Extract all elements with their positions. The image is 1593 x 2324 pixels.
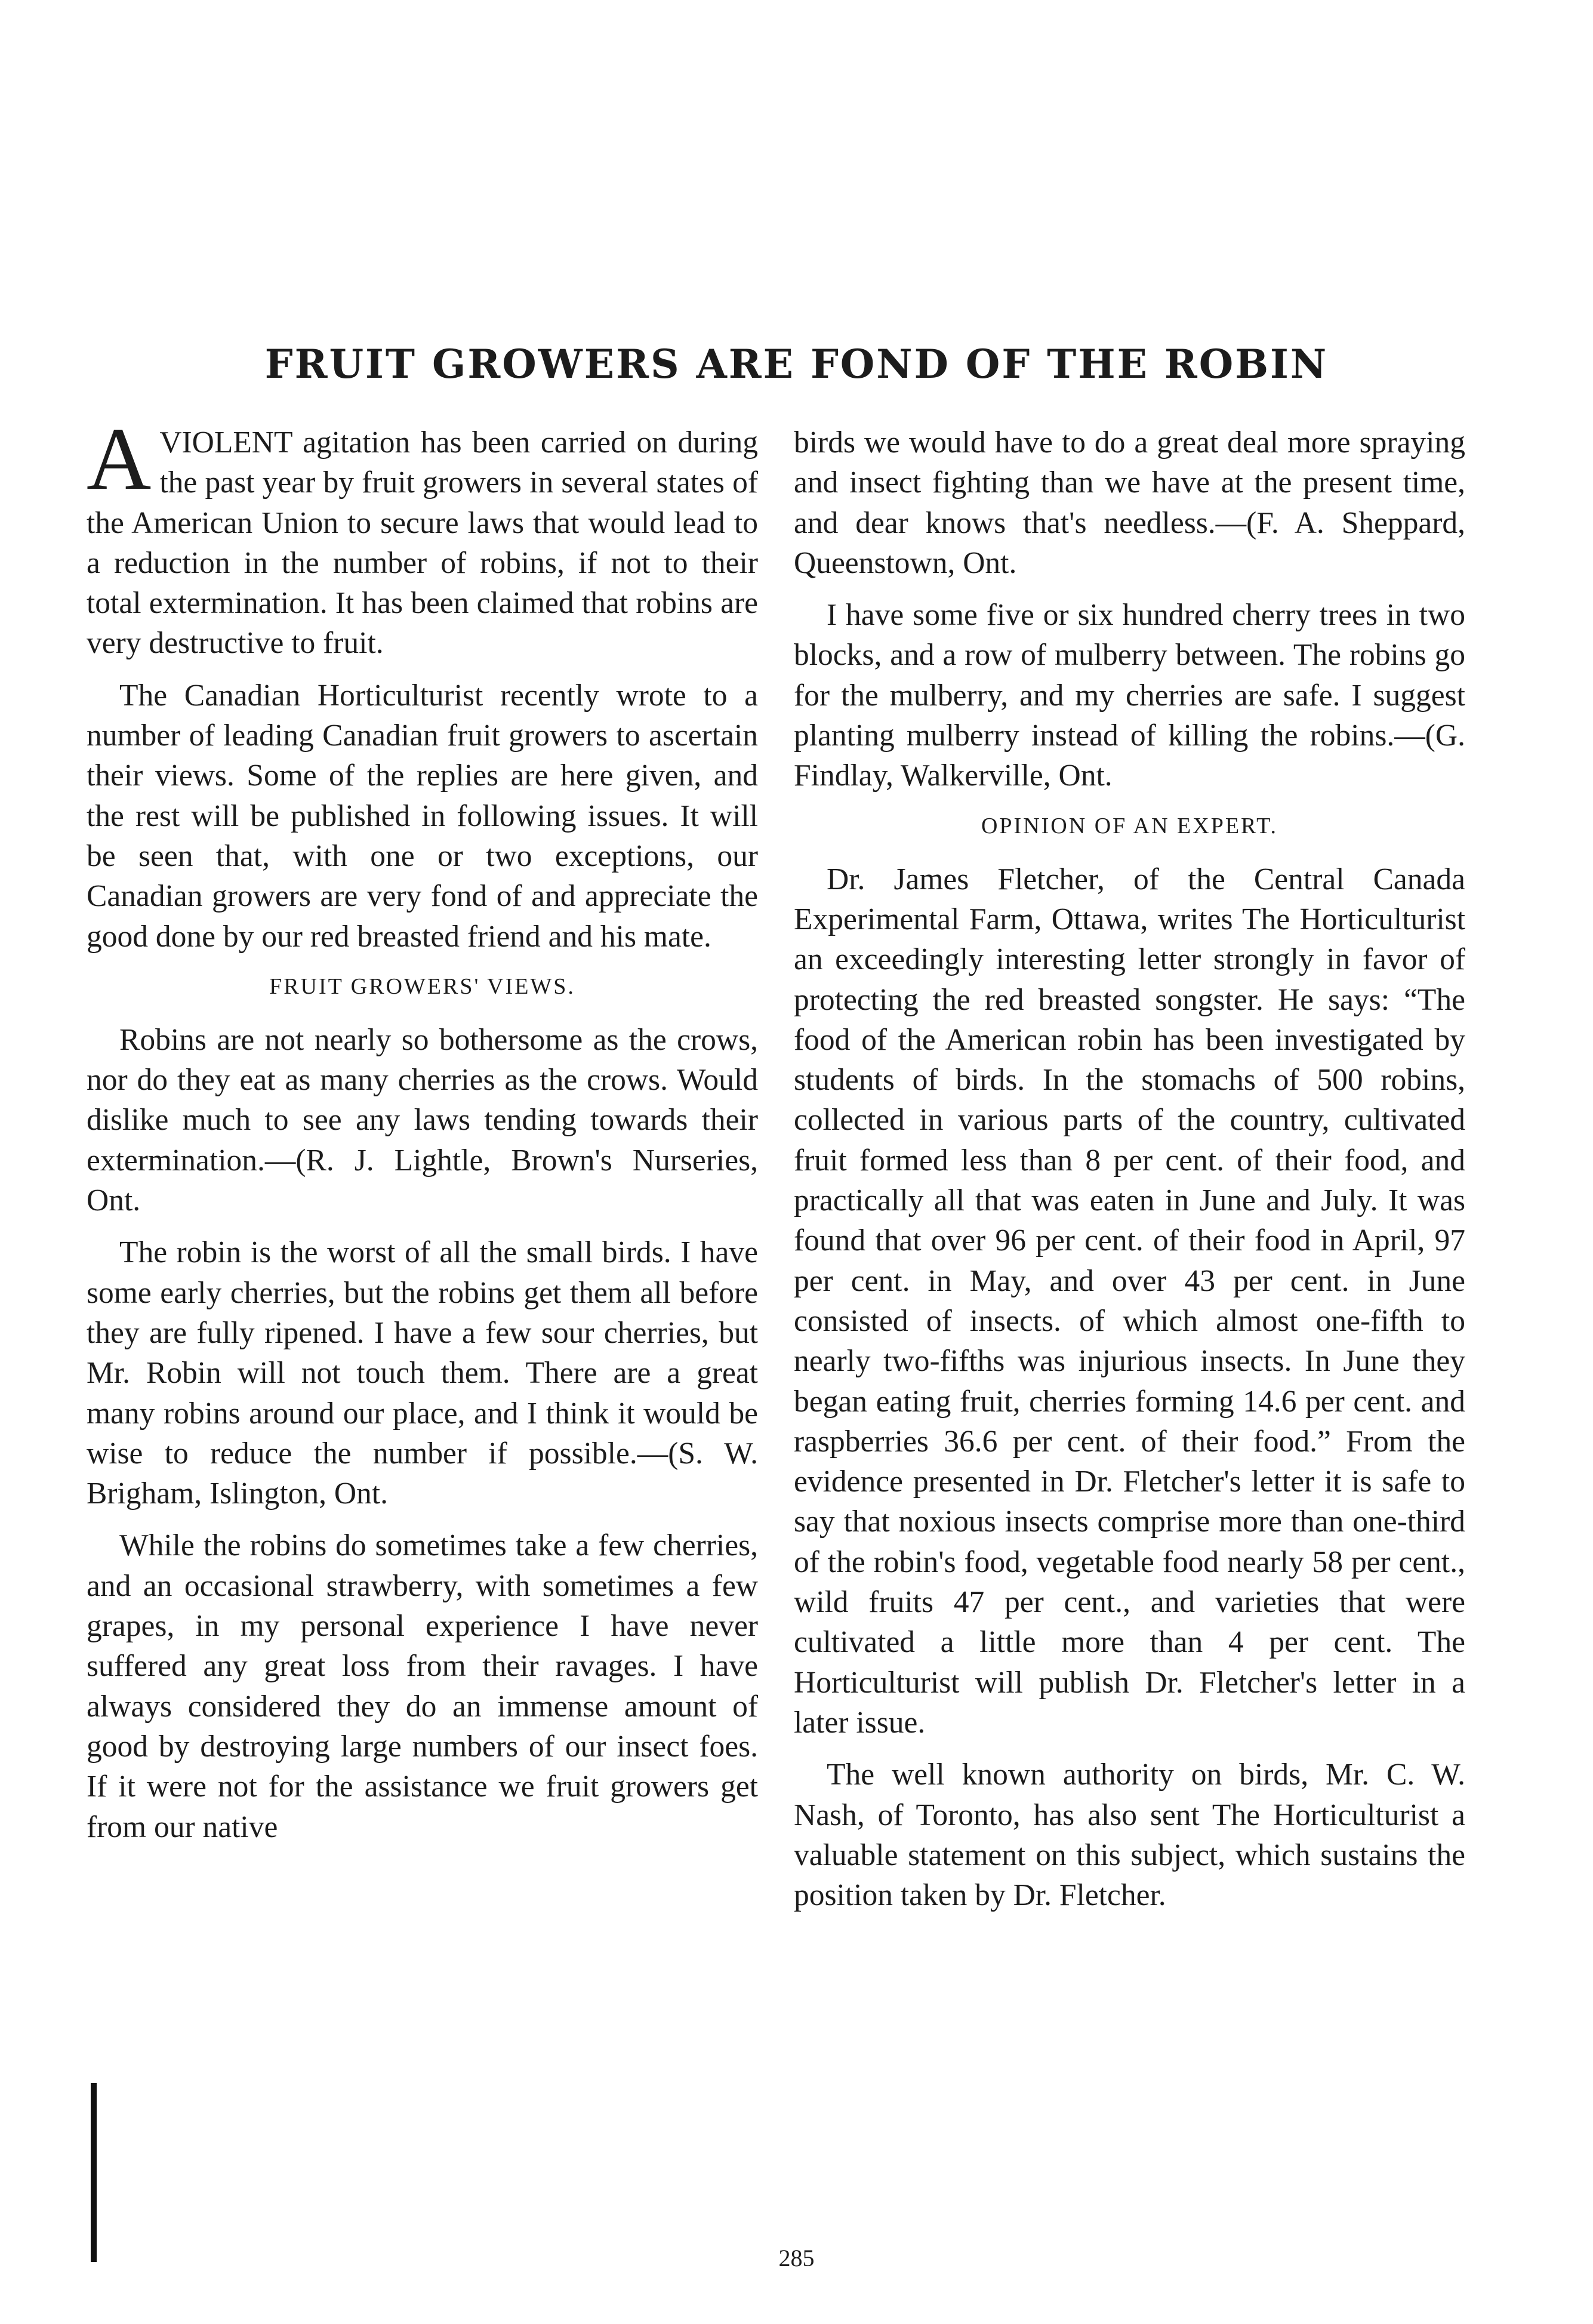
intro-text: VIOLENT agitation has been carried on during the past year by fruit growers in several states of the American Union to secure laws that would lead to a reduction in the number of robins, if not to their total extermination. It has been claimed that robins are very destructive to fruit. [87,426,758,661]
paragraph: The well known authority on birds, Mr. C. W. Nash, of Toronto, has also sent The Horticulturist a valuable statement on this subject, which sustains the position taken by Dr. Fletcher. [794,1758,1465,1913]
drop-cap: A [87,409,152,508]
scan-margin-mark [91,2083,97,2262]
section-heading-opinion-of-an-expert: OPINION OF AN EXPERT. [981,813,1278,839]
left-column [87,409,758,1859]
article-title: FRUIT GROWERS ARE FOND OF THE ROBIN [264,341,1329,387]
paragraph: I have some five or six hundred cherry trees in two blocks, and a row of mulberry between. The robins go for the mulberry, and my cherries are safe. I suggest planting mulberry instead of killing the robins.—(G. Findlay, Walkerville, Ont. [794,598,1465,793]
right-column [794,423,1465,1927]
paragraph: The robin is the worst of all the small birds. I have some early cherries, but the robins get them all before they are fully ripened. I have a few sour cherries, but Mr. Robin will not touch them. There are a great many robins around our place, and I think it would be wise to reduce the number if possible.—(S. W. Brigham, Islington, Ont. [87,1235,758,1511]
section-heading-fruit-growers-views: FRUIT GROWERS' VIEWS. [269,973,575,999]
page-number: 285 [778,2245,815,2271]
paragraph: birds we would have to do a great deal more spraying and insect fighting than we have at the present time, and dear knows that's needless.—(F. A. Sheppard, Queenstown, Ont. [794,426,1465,580]
paragraph: Dr. James Fletcher, of the Central Canada Experimental Farm, Ottawa, writes The Horticulturist an exceedingly interesting letter strongly in favor of protecting the red breasted songster. He says: “The food of the American robin has been investigated by students of birds. In the stomachs of 500 robins, collected in various parts of the country, cultivated fruit formed less than 8 per cent. of their food, and practically all that was eaten in June and July. It was found that over 96 per cent. of their food in April, 97 per cent. in May, and over 43 per cent. in June consisted of insects. of which almost one-fifth to nearly two-fifths was injurious insects. In June they began eating fruit, cherries forming 14.6 per cent. and raspberries 36.6 per cent. of their food.” From the evidence presented in Dr. Fletcher's letter it is safe to say that noxious insects comprise more than one-third of the robin's food, vegetable food nearly 58 per cent., wild fruits 47 per cent., and varieties that were cultivated a little more than 4 per cent. The Horticulturist will publish Dr. Fletcher's letter in a later issue. [794,862,1465,1740]
paragraph: The Canadian Horticulturist recently wrote to a number of leading Canadian fruit growers to ascertain their views. Some of the replies are here given, and the rest will be published in following issues. It will be seen that, with one or two exceptions, our Canadian growers are very fond of and appreciate the good done by our red breasted friend and his mate. [87,678,758,954]
intro-paragraph [87,409,758,664]
paragraph: Robins are not nearly so bothersome as the crows, nor do they eat as many cherries as the crows. Would dislike much to see any laws tending towards their extermination.—(R. J. Lightle, Brown's Nurseries, Ont. [87,1022,758,1218]
paragraph: While the robins do sometimes take a few cherries, and an occasional strawberry, with sometimes a few grapes, in my personal experience I have never suffered any great loss from their ravages. I have always considered they do an immense amount of good by destroying large numbers of our insect foes. If it were not for the assistance we fruit growers get from our native [87,1528,758,1844]
